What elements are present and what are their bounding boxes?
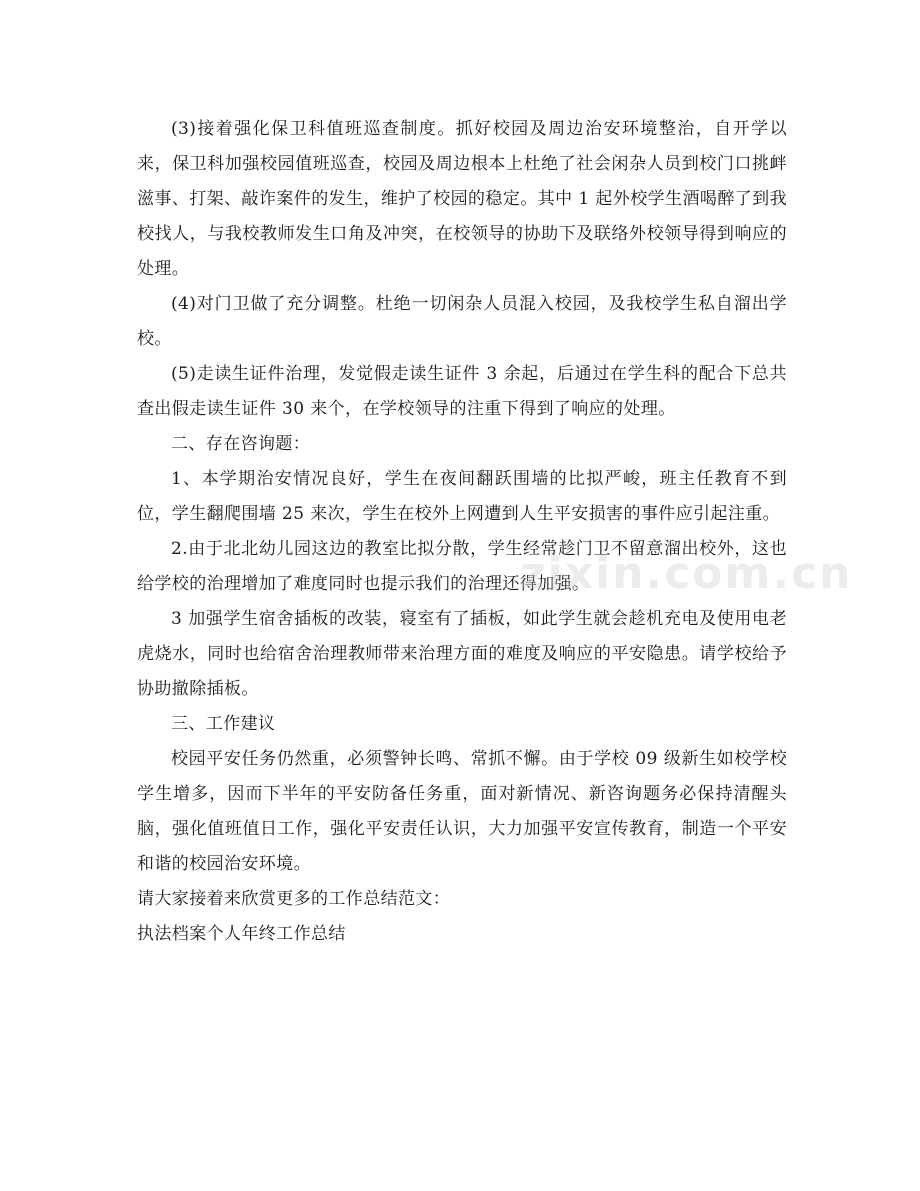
footer-related-link-text: 执法档案个人年终工作总结 (137, 924, 346, 944)
section-heading-problems: 二、存在咨询题： (171, 434, 311, 454)
paragraph-gate-guard: (4)对门卫做了充分调整。杜绝一切闲杂人员混入校园，及我校学生私自溜出学校。 (137, 294, 787, 349)
document-body (137, 112, 787, 952)
paragraph-problem-1: 1、本学期治安情况良好，学生在夜间翻跃围墙的比拟严峻，班主任教育不到位，学生翻爬围墙 25 来次，学生在校外上网遭到人生平安损害的事件应引起注重。 (137, 469, 787, 524)
paragraph-suggestion: 校园平安任务仍然重，必须警钟长鸣、常抓不懈。由于学校 09 级新生如校学校学生增多，因而下半年的平安防备任务重，面对新情况、新咨询题务必保持清醒头脑，强化值班值日工作，强化平安责任认识，大力加强平安宣传教育，制造一个平安和谐的校园治安环境。 (137, 749, 787, 874)
paragraph-problem-2: 2.由于北北幼儿园这边的教室比拟分散，学生经常趁门卫不留意溜出校外，这也给学校的治理增加了难度同时也提示我们的治理还得加强。 (137, 539, 787, 594)
paragraph-problem-3: 3 加强学生宿舍插板的改装，寝室有了插板，如此学生就会趁机充电及使用电老虎烧水，同时也给宿舍治理教师带来治理方面的难度及响应的平安隐患。请学校给予协助撤除插板。 (137, 609, 787, 699)
section-heading-suggestions: 三、工作建议 (171, 714, 276, 734)
footer-invite-line: 请大家接着来欣赏更多的工作总结范文： (137, 889, 451, 909)
paragraph-day-student-pass: (5)走读生证件治理，发觉假走读生证件 3 余起，后通过在学生科的配合下总共查出假走读生证件 30 来个，在学校领导的注重下得到了响应的处理。 (137, 364, 787, 419)
paragraph-security-patrol: (3)接着强化保卫科值班巡查制度。抓好校园及周边治安环境整治，自开学以来，保卫科加强校园值班巡查，校园及周边根本上杜绝了社会闲杂人员到校门口挑衅滋事、打架、敲诈案件的发生，维护了校园的稳定。其中 1 起外校学生酒喝醉了到我校找人，与我校教师发生口角及冲突，在校领导的协助下及联络外校领导得到响应的处理。 (137, 119, 787, 279)
watermark: zixin.com.cn (520, 548, 853, 599)
